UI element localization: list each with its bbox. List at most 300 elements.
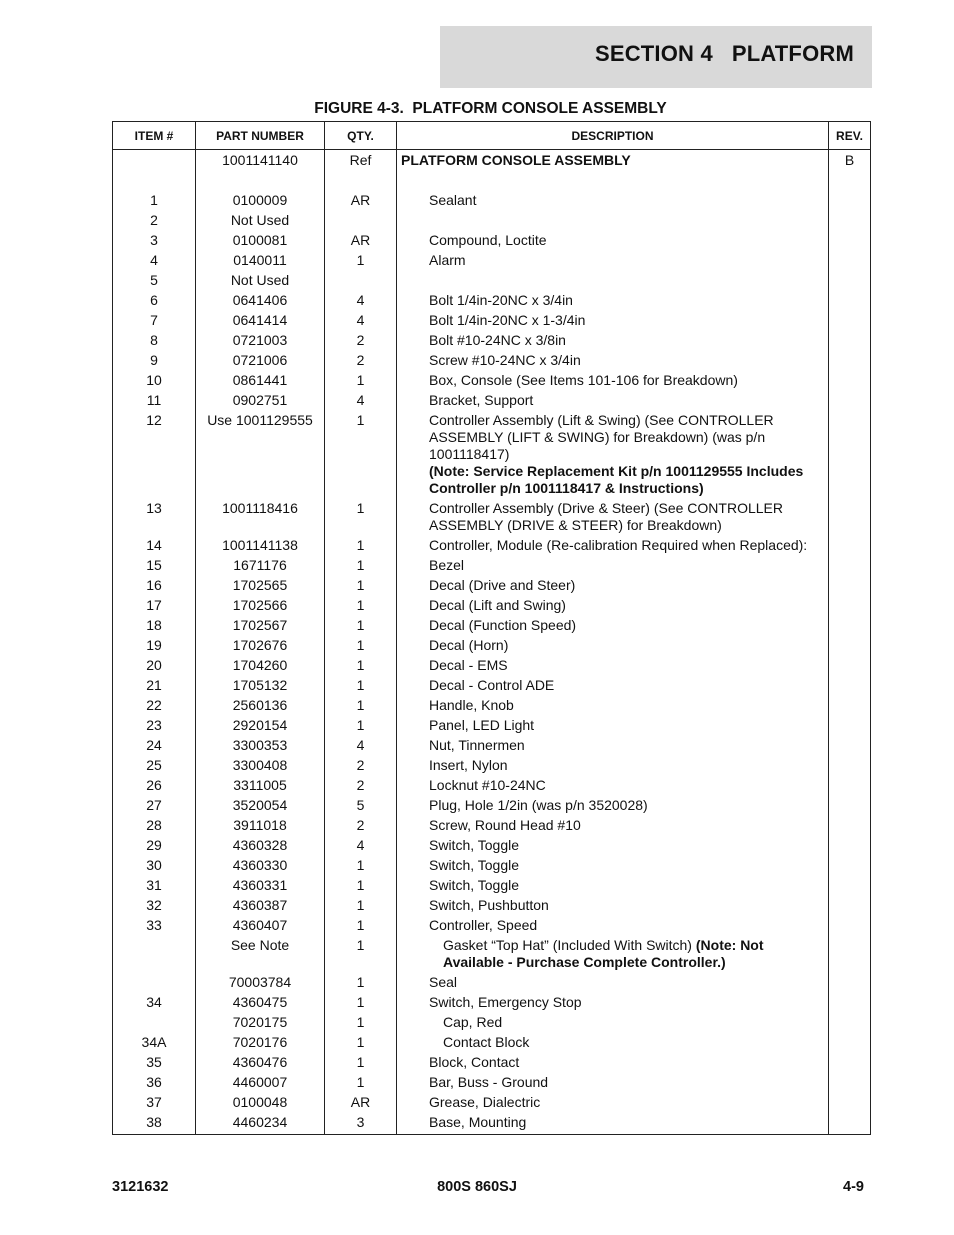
description-cell [397, 411, 829, 499]
description-text: Bolt 1/4in-20NC x 3/4in [429, 292, 573, 308]
quantity-cell: AR [325, 1093, 397, 1113]
footer-page-number: 4-9 [843, 1179, 864, 1195]
revision-cell [829, 291, 871, 311]
revision-cell [829, 596, 871, 616]
description-cell [397, 916, 829, 936]
description-cell [397, 1093, 829, 1113]
table-row [113, 596, 871, 616]
item-number-cell: 2 [113, 211, 196, 231]
item-number-cell: 14 [113, 536, 196, 556]
revision-cell [829, 231, 871, 251]
revision-cell [829, 973, 871, 993]
part-number-cell: 3311005 [196, 776, 325, 796]
part-number-cell: 2920154 [196, 716, 325, 736]
description-cell [397, 331, 829, 351]
part-number-cell: 0902751 [196, 391, 325, 411]
description-text: Plug, Hole 1/2in (was p/n 3520028) [429, 797, 648, 813]
part-number-cell: 1001141140 [196, 150, 325, 192]
table-row [113, 331, 871, 351]
quantity-cell: 2 [325, 756, 397, 776]
description-cell [397, 1113, 829, 1135]
description-text: Base, Mounting [429, 1114, 527, 1130]
description-text: Bezel [429, 557, 465, 573]
item-number-cell: 33 [113, 916, 196, 936]
part-number-cell: 0140011 [196, 251, 325, 271]
revision-cell [829, 1113, 871, 1135]
revision-cell [829, 576, 871, 596]
description-text: Bolt #10-24NC x 3/8in [429, 332, 566, 348]
part-number-cell: 4460234 [196, 1113, 325, 1135]
revision-cell [829, 676, 871, 696]
revision-cell [829, 1093, 871, 1113]
revision-cell [829, 993, 871, 1013]
description-text: Compound, Loctite [429, 232, 547, 248]
table-row [113, 191, 871, 211]
item-number-cell: 34A [113, 1033, 196, 1053]
item-number-cell: 10 [113, 371, 196, 391]
part-number-cell: 0100009 [196, 191, 325, 211]
description-cell [397, 796, 829, 816]
item-number-cell: 31 [113, 876, 196, 896]
description-cell [397, 191, 829, 211]
item-number-cell: 17 [113, 596, 196, 616]
quantity-cell: 1 [325, 596, 397, 616]
description-text: Switch, Emergency Stop [429, 994, 582, 1010]
column-header-item: ITEM # [113, 122, 196, 150]
description-text: Decal - EMS [429, 657, 508, 673]
revision-cell [829, 656, 871, 676]
description-text: Decal (Drive and Steer) [429, 577, 576, 593]
revision-cell [829, 1013, 871, 1033]
table-row [113, 616, 871, 636]
quantity-cell: 4 [325, 311, 397, 331]
item-number-cell: 28 [113, 816, 196, 836]
revision-cell [829, 856, 871, 876]
item-number-cell: 21 [113, 676, 196, 696]
column-header-qty: QTY. [325, 122, 397, 150]
description-note: (Note: Service Replacement Kit p/n 1001129555 Includes Controller p/n 1001118417 & Instructions) [429, 463, 804, 496]
quantity-cell: 2 [325, 776, 397, 796]
table-row [113, 696, 871, 716]
table-row [113, 636, 871, 656]
figure-title: FIGURE 4-3. PLATFORM CONSOLE ASSEMBLY [314, 100, 667, 117]
quantity-cell: 2 [325, 351, 397, 371]
item-number-cell: 27 [113, 796, 196, 816]
description-cell [397, 816, 829, 836]
revision-cell [829, 776, 871, 796]
item-number-cell: 16 [113, 576, 196, 596]
revision-cell [829, 191, 871, 211]
description-cell [397, 536, 829, 556]
quantity-cell: 1 [325, 896, 397, 916]
item-number-cell: 35 [113, 1053, 196, 1073]
description-cell [397, 391, 829, 411]
description-text: Controller, Module (Re-calibration Required when Replaced): [429, 537, 808, 553]
description-text: Switch, Toggle [429, 877, 520, 893]
item-number-cell: 13 [113, 499, 196, 536]
description-cell [397, 556, 829, 576]
item-number-cell [113, 973, 196, 993]
column-header-rev: REV. [829, 122, 871, 150]
description-cell [397, 716, 829, 736]
description-cell [397, 499, 829, 536]
item-number-cell: 29 [113, 836, 196, 856]
quantity-cell: 1 [325, 499, 397, 536]
quantity-cell: 1 [325, 371, 397, 391]
description-cell [397, 371, 829, 391]
item-number-cell: 18 [113, 616, 196, 636]
description-cell [397, 656, 829, 676]
part-number-cell: 1704260 [196, 656, 325, 676]
quantity-cell [325, 271, 397, 291]
part-number-cell: 1702566 [196, 596, 325, 616]
description-text: Controller Assembly (Lift & Swing) (See CONTROLLER ASSEMBLY (LIFT & SWING) for Breakdown) (was p/n 1001118417) [429, 412, 774, 462]
part-number-cell: 2560136 [196, 696, 325, 716]
revision-cell [829, 499, 871, 536]
revision-cell [829, 1053, 871, 1073]
table-row [113, 1113, 871, 1135]
revision-cell [829, 351, 871, 371]
description-cell [397, 776, 829, 796]
quantity-cell: 4 [325, 291, 397, 311]
table-row [113, 271, 871, 291]
revision-cell [829, 636, 871, 656]
quantity-cell: 1 [325, 411, 397, 499]
part-number-cell: 1705132 [196, 676, 325, 696]
section-title: SECTION 4 PLATFORM [594, 41, 854, 66]
item-number-cell: 32 [113, 896, 196, 916]
quantity-cell: 1 [325, 856, 397, 876]
description-text: Block, Contact [429, 1054, 520, 1070]
description-text: Decal (Function Speed) [429, 617, 577, 633]
description-cell [397, 736, 829, 756]
description-cell [397, 696, 829, 716]
quantity-cell: 4 [325, 391, 397, 411]
description-cell [397, 1073, 829, 1093]
description-text: Box, Console (See Items 101-106 for Breakdown) [429, 372, 738, 388]
item-number-cell: 20 [113, 656, 196, 676]
item-number-cell [113, 150, 196, 192]
item-number-cell: 23 [113, 716, 196, 736]
table-row [113, 896, 871, 916]
part-number-cell: 4360475 [196, 993, 325, 1013]
description-cell [397, 1013, 829, 1033]
part-number-cell: 0641414 [196, 311, 325, 331]
part-number-cell: Use 1001129555 [196, 411, 325, 499]
item-number-cell [113, 1013, 196, 1033]
parts-table-body [113, 150, 871, 1135]
table-row [113, 736, 871, 756]
part-number-cell: 1001141138 [196, 536, 325, 556]
quantity-cell: 1 [325, 973, 397, 993]
description-text: Contact Block [443, 1034, 530, 1050]
quantity-cell: 1 [325, 576, 397, 596]
description-text: Controller Assembly (Drive & Steer) (See CONTROLLER ASSEMBLY (DRIVE & STEER) for Breakdown) [429, 500, 783, 533]
item-number-cell: 6 [113, 291, 196, 311]
quantity-cell: 1 [325, 536, 397, 556]
part-number-cell: 0100081 [196, 231, 325, 251]
item-number-cell: 38 [113, 1113, 196, 1135]
revision-cell [829, 411, 871, 499]
description-cell [397, 856, 829, 876]
footer-document-number: 3121632 [112, 1179, 169, 1195]
quantity-cell: 1 [325, 656, 397, 676]
description-text: PLATFORM CONSOLE ASSEMBLY [401, 152, 631, 168]
table-row [113, 536, 871, 556]
description-cell [397, 231, 829, 251]
description-text: Sealant [429, 192, 477, 208]
description-cell [397, 1053, 829, 1073]
revision-cell [829, 211, 871, 231]
description-cell [397, 616, 829, 636]
revision-cell [829, 556, 871, 576]
table-row [113, 1033, 871, 1053]
revision-cell [829, 271, 871, 291]
item-number-cell: 25 [113, 756, 196, 776]
part-number-cell: Not Used [196, 271, 325, 291]
description-text: Decal - Control ADE [429, 677, 555, 693]
item-number-cell: 11 [113, 391, 196, 411]
description-text: Grease, Dialectric [429, 1094, 541, 1110]
description-cell [397, 636, 829, 656]
item-number-cell: 5 [113, 271, 196, 291]
part-number-cell: 4360476 [196, 1053, 325, 1073]
table-row [113, 1073, 871, 1093]
revision-cell [829, 756, 871, 776]
table-row [113, 231, 871, 251]
item-number-cell: 4 [113, 251, 196, 271]
part-number-cell: 0721006 [196, 351, 325, 371]
part-number-cell: 4360330 [196, 856, 325, 876]
description-cell [397, 291, 829, 311]
item-number-cell: 34 [113, 993, 196, 1013]
description-text: Handle, Knob [429, 697, 514, 713]
quantity-cell: 1 [325, 676, 397, 696]
description-text: Insert, Nylon [429, 757, 508, 773]
table-row [113, 1053, 871, 1073]
description-text: Nut, Tinnermen [429, 737, 525, 753]
item-number-cell: 36 [113, 1073, 196, 1093]
item-number-cell: 12 [113, 411, 196, 499]
quantity-cell: 1 [325, 1053, 397, 1073]
description-text: Bracket, Support [429, 392, 534, 408]
part-number-cell: 4360331 [196, 876, 325, 896]
description-note: (Note: Not Available - Purchase Complete Controller.) [443, 937, 764, 970]
part-number-cell: 1702676 [196, 636, 325, 656]
table-row [113, 676, 871, 696]
table-row [113, 211, 871, 231]
description-text: Screw, Round Head #10 [429, 817, 581, 833]
parts-table [112, 121, 871, 1135]
table-row [113, 876, 871, 896]
table-row [113, 311, 871, 331]
description-cell [397, 973, 829, 993]
revision-cell: B [829, 150, 871, 192]
description-text: Bar, Buss - Ground [429, 1074, 549, 1090]
description-cell [397, 993, 829, 1013]
quantity-cell: 1 [325, 1013, 397, 1033]
quantity-cell: 2 [325, 331, 397, 351]
quantity-cell: Ref [325, 150, 397, 192]
item-number-cell [113, 936, 196, 973]
part-number-cell: 3911018 [196, 816, 325, 836]
revision-cell [829, 716, 871, 736]
description-text: Locknut #10-24NC [429, 777, 546, 793]
part-number-cell: 4360387 [196, 896, 325, 916]
quantity-cell: 1 [325, 1033, 397, 1053]
table-row [113, 993, 871, 1013]
description-cell [397, 271, 829, 291]
item-number-cell: 3 [113, 231, 196, 251]
quantity-cell [325, 211, 397, 231]
revision-cell [829, 391, 871, 411]
table-row [113, 251, 871, 271]
revision-cell [829, 536, 871, 556]
description-text: Screw #10-24NC x 3/4in [429, 352, 581, 368]
quantity-cell: 4 [325, 736, 397, 756]
part-number-cell: 4360407 [196, 916, 325, 936]
revision-cell [829, 816, 871, 836]
part-number-cell: See Note [196, 936, 325, 973]
description-cell [397, 676, 829, 696]
description-cell [397, 1033, 829, 1053]
quantity-cell: 1 [325, 636, 397, 656]
table-row [113, 1013, 871, 1033]
description-cell [397, 596, 829, 616]
item-number-cell: 30 [113, 856, 196, 876]
description-text: Cap, Red [443, 1014, 503, 1030]
revision-cell [829, 311, 871, 331]
revision-cell [829, 1033, 871, 1053]
revision-cell [829, 916, 871, 936]
column-header-part-number: PART NUMBER [196, 122, 325, 150]
description-cell [397, 756, 829, 776]
quantity-cell: 1 [325, 876, 397, 896]
quantity-cell: 1 [325, 696, 397, 716]
item-number-cell: 8 [113, 331, 196, 351]
description-text: Switch, Toggle [429, 857, 520, 873]
description-cell [397, 896, 829, 916]
description-cell [397, 150, 829, 192]
revision-cell [829, 331, 871, 351]
description-cell [397, 311, 829, 331]
table-row [113, 291, 871, 311]
item-number-cell: 9 [113, 351, 196, 371]
section-header [440, 26, 872, 88]
table-row [113, 391, 871, 411]
description-cell [397, 576, 829, 596]
part-number-cell: 3300353 [196, 736, 325, 756]
item-number-cell: 24 [113, 736, 196, 756]
table-row [113, 916, 871, 936]
description-cell [397, 836, 829, 856]
part-number-cell: 1671176 [196, 556, 325, 576]
quantity-cell: 1 [325, 556, 397, 576]
table-row [113, 576, 871, 596]
table-row [113, 816, 871, 836]
table-row [113, 856, 871, 876]
item-number-cell: 26 [113, 776, 196, 796]
description-text: Alarm [429, 252, 466, 268]
item-number-cell: 19 [113, 636, 196, 656]
part-number-cell: 70003784 [196, 973, 325, 993]
quantity-cell: 1 [325, 1073, 397, 1093]
part-number-cell: 4460007 [196, 1073, 325, 1093]
description-cell [397, 876, 829, 896]
revision-cell [829, 896, 871, 916]
description-cell [397, 351, 829, 371]
part-number-cell: 7020175 [196, 1013, 325, 1033]
item-number-cell: 22 [113, 696, 196, 716]
part-number-cell: 0641406 [196, 291, 325, 311]
quantity-cell: 1 [325, 616, 397, 636]
description-cell [397, 211, 829, 231]
revision-cell [829, 1073, 871, 1093]
description-cell [397, 936, 829, 973]
footer-model: 800S 860SJ [437, 1179, 517, 1195]
quantity-cell: 1 [325, 251, 397, 271]
description-text: Bolt 1/4in-20NC x 1-3/4in [429, 312, 586, 328]
revision-cell [829, 616, 871, 636]
revision-cell [829, 696, 871, 716]
revision-cell [829, 251, 871, 271]
table-row [113, 756, 871, 776]
description-text: Seal [429, 974, 458, 990]
item-number-cell: 7 [113, 311, 196, 331]
table-row [113, 936, 871, 973]
quantity-cell: 2 [325, 816, 397, 836]
part-number-cell: 1001118416 [196, 499, 325, 536]
quantity-cell: AR [325, 191, 397, 211]
quantity-cell: 3 [325, 1113, 397, 1135]
quantity-cell: 1 [325, 916, 397, 936]
table-row [113, 351, 871, 371]
quantity-cell: 1 [325, 716, 397, 736]
quantity-cell: 5 [325, 796, 397, 816]
table-row [113, 1093, 871, 1113]
part-number-cell: 0100048 [196, 1093, 325, 1113]
description-text: Decal (Lift and Swing) [429, 597, 566, 613]
part-number-cell: 0861441 [196, 371, 325, 391]
description-text: Controller, Speed [429, 917, 538, 933]
item-number-cell: 37 [113, 1093, 196, 1113]
description-cell [397, 251, 829, 271]
table-row [113, 656, 871, 676]
quantity-cell: 1 [325, 993, 397, 1013]
revision-cell [829, 796, 871, 816]
part-number-cell: 3520054 [196, 796, 325, 816]
description-text: Switch, Toggle [429, 837, 520, 853]
revision-cell [829, 371, 871, 391]
table-row [113, 973, 871, 993]
table-row [113, 796, 871, 816]
quantity-cell: AR [325, 231, 397, 251]
revision-cell [829, 836, 871, 856]
description-text: Switch, Pushbutton [429, 897, 549, 913]
quantity-cell: 4 [325, 836, 397, 856]
part-number-cell: 7020176 [196, 1033, 325, 1053]
table-row [113, 716, 871, 736]
table-row [113, 411, 871, 499]
description-text: Decal (Horn) [429, 637, 509, 653]
part-number-cell: Not Used [196, 211, 325, 231]
quantity-cell: 1 [325, 936, 397, 973]
description-text: Gasket “Top Hat” (Included With Switch) [443, 937, 692, 953]
item-number-cell: 15 [113, 556, 196, 576]
table-row [113, 499, 871, 536]
revision-cell [829, 936, 871, 973]
item-number-cell: 1 [113, 191, 196, 211]
